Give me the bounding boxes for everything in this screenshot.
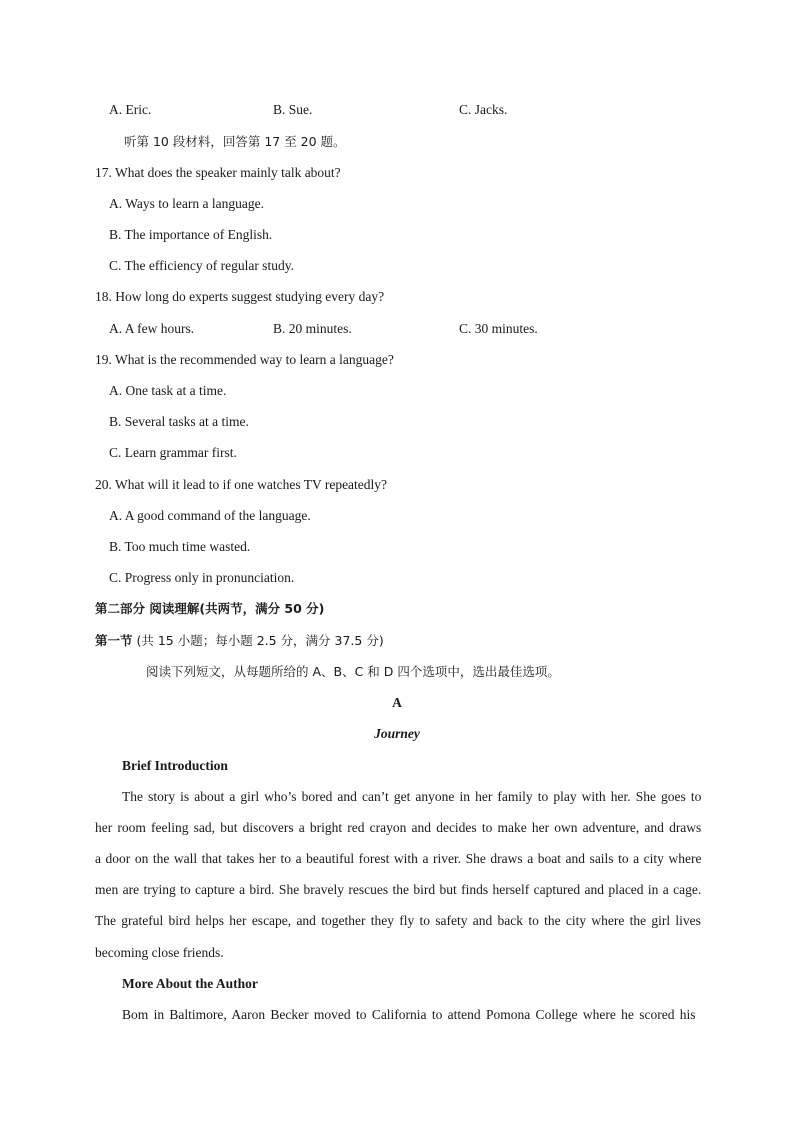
paragraph-2-line-1: Bom in Baltimore, Aaron Becker moved to California to attend Pomona College where he scored his xyxy=(122,1007,696,1022)
brief-introduction-heading: Brief Introduction xyxy=(122,758,228,773)
paragraph-1-line-5: The grateful bird helps her escape, and together they fly to safety and back to the city where the girl lives xyxy=(95,913,701,928)
question-20-option-a: A. A good command of the language. xyxy=(109,508,311,523)
section-one-note: (共 15 小题；每小题 2.5 分，满分 37.5 分) xyxy=(136,633,384,648)
paragraph-1-line-2: her room feeling sad, but discovers a bright red crayon and decides to make her own adventure, and draws xyxy=(95,820,702,835)
paragraph-1-line-1: The story is about a girl who’s bored and can’t get anyone in her family to play with her. She goes to xyxy=(122,789,702,804)
paragraph-1-line-6: becoming close friends. xyxy=(95,945,224,960)
question-19-stem: 19. What is the recommended way to learn a language? xyxy=(95,352,394,367)
listening-instruction: 听第 10 段材料，回答第 17 至 20 题。 xyxy=(124,134,346,149)
question-18-stem: 18. How long do experts suggest studying every day? xyxy=(95,289,385,304)
passage-title: Journey xyxy=(374,726,420,741)
passage-letter: A xyxy=(392,695,402,710)
question-19-option-c: C. Learn grammar first. xyxy=(109,445,237,460)
q16-option-b: B. Sue. xyxy=(273,102,313,117)
question-17-option-b: B. The importance of English. xyxy=(109,227,273,242)
question-18-option-b: B. 20 minutes. xyxy=(273,321,352,336)
question-19-option-b: B. Several tasks at a time. xyxy=(109,414,249,429)
section-one-label: 第一节 xyxy=(95,633,133,648)
question-17-stem: 17. What does the speaker mainly talk about? xyxy=(95,165,341,180)
paragraph-1-line-3: a door on the wall that takes her to a beautiful forest with a river. She draws a boat and sails to a city where xyxy=(95,851,702,866)
question-20-option-c: C. Progress only in pronunciation. xyxy=(109,570,295,585)
question-17-option-c: C. The efficiency of regular study. xyxy=(109,258,294,273)
reading-instruction: 阅读下列短文，从每题所给的 A、B、C 和 D 四个选项中，选出最佳选项。 xyxy=(146,664,560,679)
q16-option-c: C. Jacks. xyxy=(459,102,508,117)
question-20-option-b: B. Too much time wasted. xyxy=(109,539,251,554)
q16-option-a: A. Eric. xyxy=(109,102,152,117)
section-one-line xyxy=(95,632,384,650)
part-two-heading: 第二部分 阅读理解(共两节，满分 50 分) xyxy=(95,601,325,616)
question-18-option-c: C. 30 minutes. xyxy=(459,321,538,336)
question-18-option-a: A. A few hours. xyxy=(109,321,195,336)
question-17-option-a: A. Ways to learn a language. xyxy=(109,196,264,211)
paragraph-1-line-4: men are trying to capture a bird. She bravely rescues the bird but finds herself captured and placed in a cage. xyxy=(95,882,702,897)
question-20-stem: 20. What will it lead to if one watches TV repeatedly? xyxy=(95,477,388,492)
question-19-option-a: A. One task at a time. xyxy=(109,383,227,398)
more-about-author-heading: More About the Author xyxy=(122,976,258,991)
